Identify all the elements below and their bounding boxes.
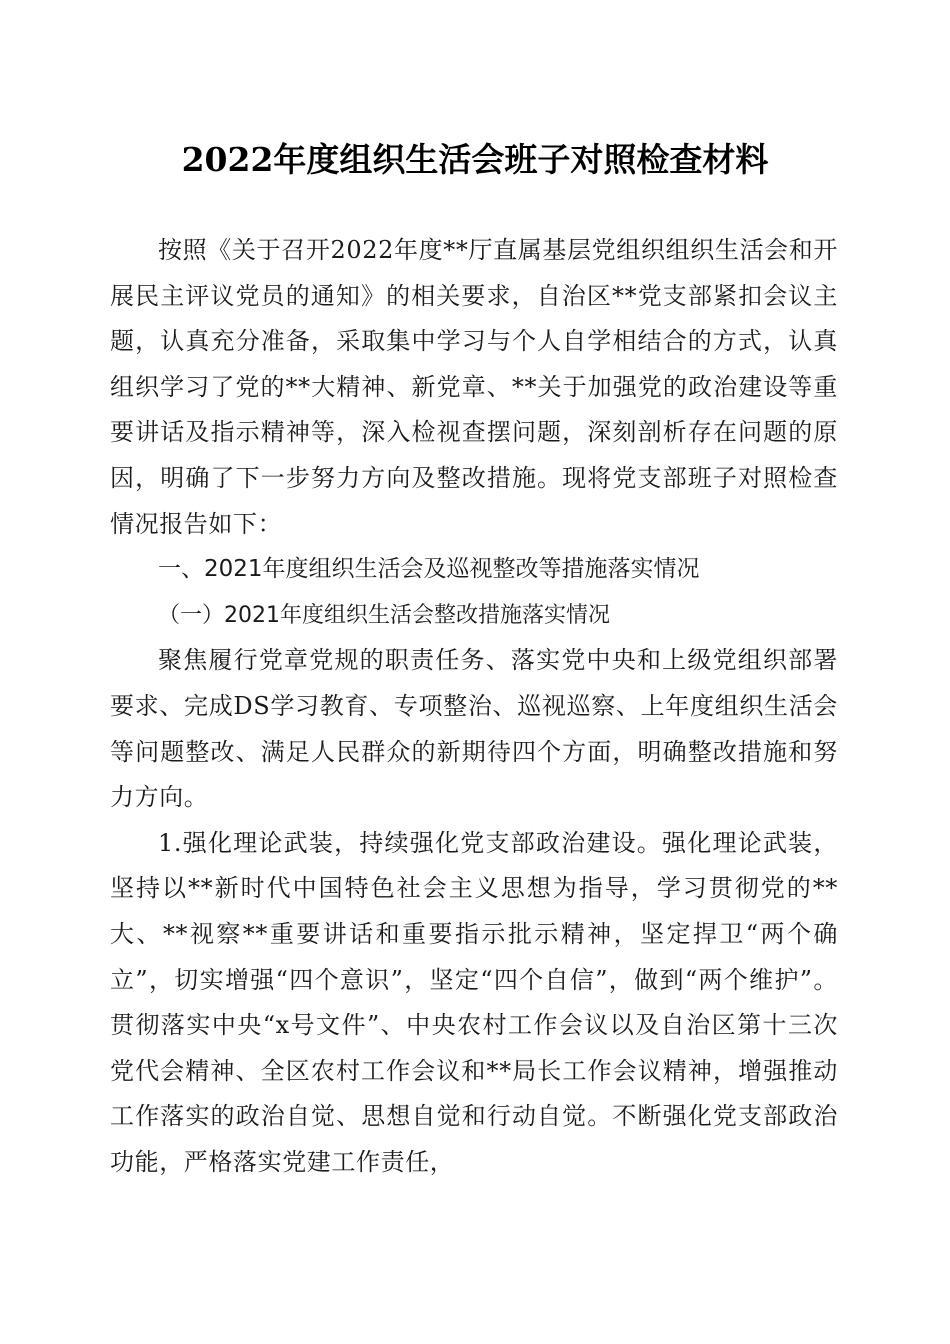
- body-paragraph-item-1: 1.强化理论武装，持续强化党支部政治建设。强化理论武装，坚持以**新时代中国特色社会主义思想为指导，学习贯彻党的**大、**视察**重要讲话和重要指示批示精神，坚定捍卫“两个确立”，切实增强“四个意识”，坚定“四个自信”，做到“两个维护”。贯彻落实中央“x号文件”、中央农村工作会议以及自治区第十三次党代会精神、全区农村工作会议和**局长工作会议精神，增强推动工作落实的政治自觉、思想自觉和行动自觉。不断强化党支部政治功能，严格落实党建工作责任，: [110, 828, 838, 1176]
- section-heading-1: 一、2021年度组织生活会及巡视整改等措施落实情况: [158, 556, 700, 583]
- subsection-heading-1: （一）2021年度组织生活会整改措施落实情况: [158, 602, 610, 628]
- body-paragraph-focus: 聚焦履行党章党规的职责任务、落实党中央和上级党组织部署要求、完成DS学习教育、专项整治、巡视巡察、上年度组织生活会等问题整改、满足人民群众的新期待四个方面，明确整改措施和努力方向。: [110, 646, 838, 812]
- document-title: 2022年度组织生活会班子对照检查材料: [181, 140, 769, 179]
- document-body: [110, 228, 838, 1185]
- intro-paragraph: 按照《关于召开2022年度**厅直属基层党组织组织生活会和开展民主评议党员的通知》的相关要求，自治区**党支部紧扣会议主题，认真充分准备，采取集中学习与个人自学相结合的方式，认真组织学习了党的**大精神、新党章、**关于加强党的政治建设等重要讲话及指示精神等，深入检视查摆问题，深刻剖析存在问题的原因，明确了下一步努力方向及整改措施。现将党支部班子对照检查情况报告如下：: [110, 236, 838, 538]
